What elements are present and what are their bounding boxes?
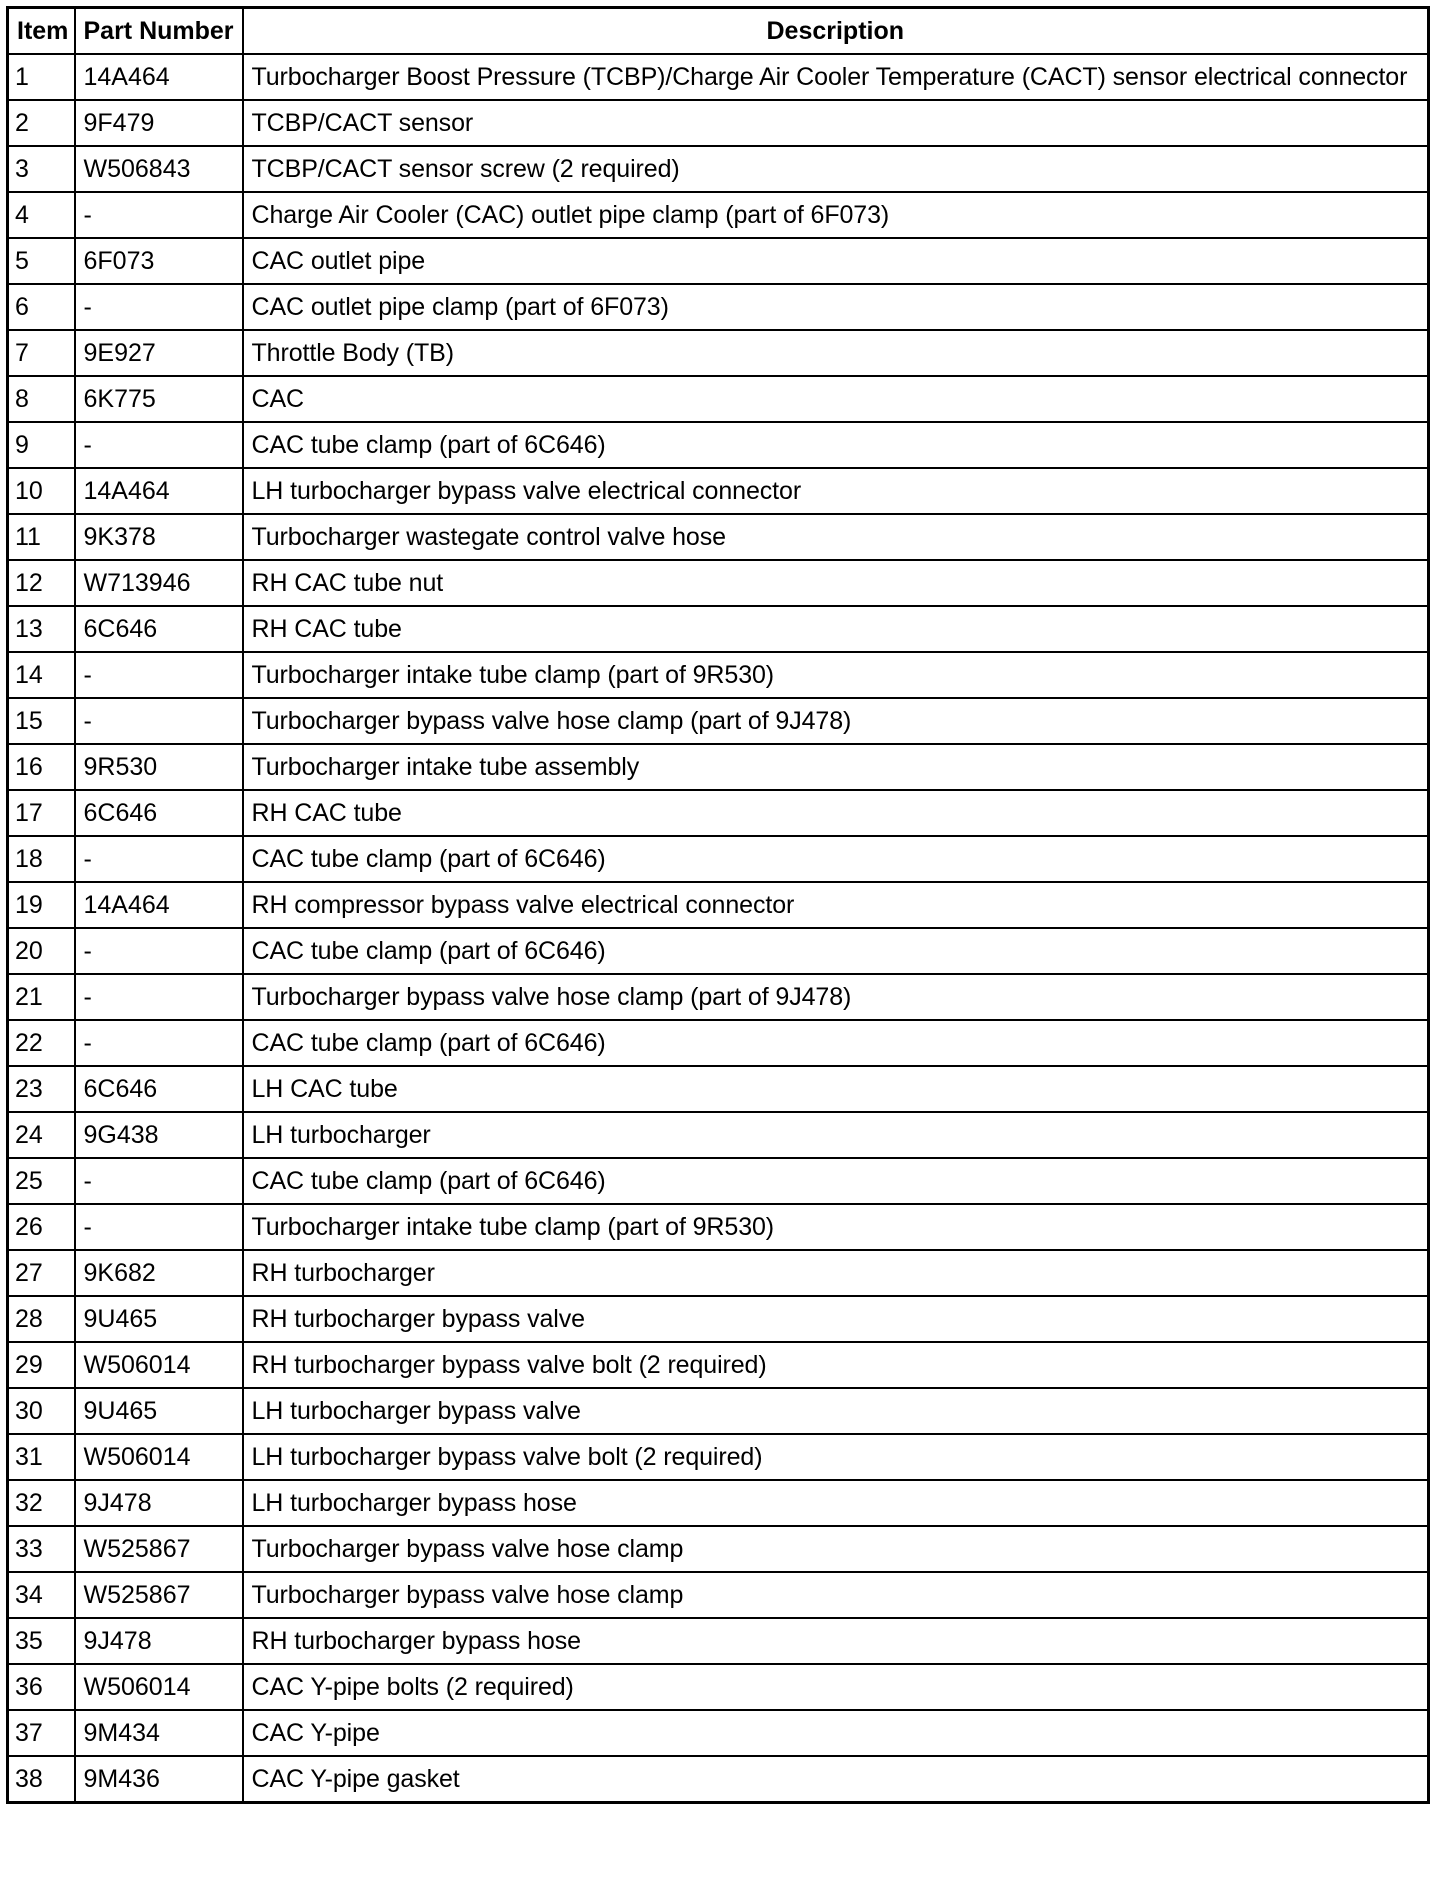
part-number-cell: 6F073 <box>75 238 243 284</box>
item-cell: 32 <box>8 1480 75 1526</box>
description-cell: CAC tube clamp (part of 6C646) <box>243 1158 1429 1204</box>
item-cell: 31 <box>8 1434 75 1480</box>
table-row <box>8 1434 1429 1480</box>
part-number-cell: 6C646 <box>75 790 243 836</box>
table-row <box>8 652 1429 698</box>
item-cell: 11 <box>8 514 75 560</box>
table-row <box>8 1664 1429 1710</box>
item-cell: 19 <box>8 882 75 928</box>
part-number-cell: 9U465 <box>75 1296 243 1342</box>
part-number-cell: 9K378 <box>75 514 243 560</box>
part-number-cell: - <box>75 1020 243 1066</box>
table-row <box>8 836 1429 882</box>
table-row <box>8 560 1429 606</box>
item-cell: 9 <box>8 422 75 468</box>
part-number-cell: - <box>75 1204 243 1250</box>
part-number-cell: 9R530 <box>75 744 243 790</box>
table-row <box>8 1618 1429 1664</box>
part-number-cell: 9J478 <box>75 1618 243 1664</box>
table-row <box>8 1158 1429 1204</box>
table-row <box>8 376 1429 422</box>
part-number-cell: 9M434 <box>75 1710 243 1756</box>
part-number-cell: - <box>75 836 243 882</box>
description-cell: LH turbocharger bypass hose <box>243 1480 1429 1526</box>
part-number-cell: 14A464 <box>75 54 243 100</box>
table-body <box>8 54 1429 1803</box>
description-cell: CAC tube clamp (part of 6C646) <box>243 928 1429 974</box>
item-cell: 35 <box>8 1618 75 1664</box>
table-row <box>8 1572 1429 1618</box>
description-cell: RH CAC tube <box>243 790 1429 836</box>
table-row <box>8 1342 1429 1388</box>
description-cell: Turbocharger intake tube assembly <box>243 744 1429 790</box>
item-cell: 28 <box>8 1296 75 1342</box>
table-header <box>8 8 1429 55</box>
part-number-cell: - <box>75 1158 243 1204</box>
part-number-cell: W506014 <box>75 1434 243 1480</box>
item-cell: 4 <box>8 192 75 238</box>
part-number-cell: - <box>75 422 243 468</box>
part-number-cell: 9J478 <box>75 1480 243 1526</box>
item-cell: 10 <box>8 468 75 514</box>
item-cell: 30 <box>8 1388 75 1434</box>
part-number-cell: 14A464 <box>75 468 243 514</box>
description-cell: CAC tube clamp (part of 6C646) <box>243 836 1429 882</box>
item-cell: 6 <box>8 284 75 330</box>
part-number-cell: - <box>75 698 243 744</box>
description-cell: CAC outlet pipe clamp (part of 6F073) <box>243 284 1429 330</box>
table-row <box>8 1526 1429 1572</box>
item-cell: 12 <box>8 560 75 606</box>
description-cell: Turbocharger wastegate control valve hose <box>243 514 1429 560</box>
description-cell: Turbocharger bypass valve hose clamp <box>243 1572 1429 1618</box>
item-cell: 29 <box>8 1342 75 1388</box>
item-cell: 36 <box>8 1664 75 1710</box>
description-cell: TCBP/CACT sensor <box>243 100 1429 146</box>
table-row <box>8 468 1429 514</box>
table-row <box>8 238 1429 284</box>
table-row <box>8 100 1429 146</box>
table-row <box>8 514 1429 560</box>
part-number-cell: W506843 <box>75 146 243 192</box>
description-cell: LH turbocharger bypass valve bolt (2 required) <box>243 1434 1429 1480</box>
table-row <box>8 1066 1429 1112</box>
item-cell: 27 <box>8 1250 75 1296</box>
description-cell: RH turbocharger bypass valve <box>243 1296 1429 1342</box>
item-cell: 5 <box>8 238 75 284</box>
description-cell: CAC Y-pipe bolts (2 required) <box>243 1664 1429 1710</box>
table-row <box>8 1250 1429 1296</box>
description-cell: CAC tube clamp (part of 6C646) <box>243 422 1429 468</box>
description-cell: CAC outlet pipe <box>243 238 1429 284</box>
table-row <box>8 54 1429 100</box>
item-cell: 8 <box>8 376 75 422</box>
item-cell: 1 <box>8 54 75 100</box>
description-cell: LH turbocharger <box>243 1112 1429 1158</box>
description-cell: Turbocharger bypass valve hose clamp (part of 9J478) <box>243 698 1429 744</box>
item-cell: 38 <box>8 1756 75 1803</box>
part-number-cell: W506014 <box>75 1342 243 1388</box>
table-row <box>8 974 1429 1020</box>
description-cell: Turbocharger intake tube clamp (part of 9R530) <box>243 1204 1429 1250</box>
description-cell: LH CAC tube <box>243 1066 1429 1112</box>
table-row <box>8 192 1429 238</box>
table-row <box>8 422 1429 468</box>
part-number-cell: - <box>75 652 243 698</box>
column-header-part-number: Part Number <box>75 8 243 55</box>
part-number-cell: W525867 <box>75 1572 243 1618</box>
table-row <box>8 744 1429 790</box>
header-row <box>8 8 1429 55</box>
part-number-cell: 6K775 <box>75 376 243 422</box>
item-cell: 22 <box>8 1020 75 1066</box>
table-row <box>8 1020 1429 1066</box>
item-cell: 14 <box>8 652 75 698</box>
part-number-cell: - <box>75 928 243 974</box>
part-number-cell: - <box>75 192 243 238</box>
item-cell: 15 <box>8 698 75 744</box>
item-cell: 17 <box>8 790 75 836</box>
description-cell: Throttle Body (TB) <box>243 330 1429 376</box>
item-cell: 33 <box>8 1526 75 1572</box>
table-row <box>8 790 1429 836</box>
description-cell: RH compressor bypass valve electrical connector <box>243 882 1429 928</box>
part-number-cell: 9G438 <box>75 1112 243 1158</box>
part-number-cell: 9U465 <box>75 1388 243 1434</box>
item-cell: 18 <box>8 836 75 882</box>
column-header-item: Item <box>8 8 75 55</box>
table-row <box>8 928 1429 974</box>
description-cell: CAC tube clamp (part of 6C646) <box>243 1020 1429 1066</box>
item-cell: 2 <box>8 100 75 146</box>
description-cell: RH turbocharger bypass valve bolt (2 required) <box>243 1342 1429 1388</box>
description-cell: CAC <box>243 376 1429 422</box>
table-row <box>8 1756 1429 1803</box>
item-cell: 24 <box>8 1112 75 1158</box>
item-cell: 34 <box>8 1572 75 1618</box>
part-number-cell: - <box>75 974 243 1020</box>
part-number-cell: W525867 <box>75 1526 243 1572</box>
part-number-cell: - <box>75 284 243 330</box>
table-row <box>8 1112 1429 1158</box>
description-cell: Turbocharger Boost Pressure (TCBP)/Charge Air Cooler Temperature (CACT) sensor electrical connector <box>243 54 1429 100</box>
part-number-cell: W506014 <box>75 1664 243 1710</box>
table-row <box>8 284 1429 330</box>
part-number-cell: 9M436 <box>75 1756 243 1803</box>
table-row <box>8 1388 1429 1434</box>
description-cell: LH turbocharger bypass valve electrical connector <box>243 468 1429 514</box>
item-cell: 7 <box>8 330 75 376</box>
description-cell: RH turbocharger bypass hose <box>243 1618 1429 1664</box>
part-number-cell: 9K682 <box>75 1250 243 1296</box>
item-cell: 37 <box>8 1710 75 1756</box>
description-cell: Turbocharger bypass valve hose clamp (part of 9J478) <box>243 974 1429 1020</box>
description-cell: CAC Y-pipe gasket <box>243 1756 1429 1803</box>
item-cell: 13 <box>8 606 75 652</box>
description-cell: Turbocharger bypass valve hose clamp <box>243 1526 1429 1572</box>
part-number-cell: 6C646 <box>75 1066 243 1112</box>
table-row <box>8 330 1429 376</box>
description-cell: Turbocharger intake tube clamp (part of 9R530) <box>243 652 1429 698</box>
table-row <box>8 606 1429 652</box>
table-row <box>8 1296 1429 1342</box>
parts-table <box>6 6 1430 1804</box>
part-number-cell: W713946 <box>75 560 243 606</box>
item-cell: 20 <box>8 928 75 974</box>
description-cell: RH CAC tube nut <box>243 560 1429 606</box>
item-cell: 26 <box>8 1204 75 1250</box>
item-cell: 25 <box>8 1158 75 1204</box>
part-number-cell: 6C646 <box>75 606 243 652</box>
description-cell: LH turbocharger bypass valve <box>243 1388 1429 1434</box>
table-row <box>8 146 1429 192</box>
column-header-description: Description <box>243 8 1429 55</box>
item-cell: 16 <box>8 744 75 790</box>
item-cell: 3 <box>8 146 75 192</box>
part-number-cell: 14A464 <box>75 882 243 928</box>
item-cell: 21 <box>8 974 75 1020</box>
table-row <box>8 698 1429 744</box>
table-row <box>8 1204 1429 1250</box>
description-cell: RH turbocharger <box>243 1250 1429 1296</box>
description-cell: RH CAC tube <box>243 606 1429 652</box>
description-cell: Charge Air Cooler (CAC) outlet pipe clamp (part of 6F073) <box>243 192 1429 238</box>
table-row <box>8 882 1429 928</box>
table-row <box>8 1480 1429 1526</box>
item-cell: 23 <box>8 1066 75 1112</box>
description-cell: TCBP/CACT sensor screw (2 required) <box>243 146 1429 192</box>
part-number-cell: 9F479 <box>75 100 243 146</box>
table-row <box>8 1710 1429 1756</box>
part-number-cell: 9E927 <box>75 330 243 376</box>
description-cell: CAC Y-pipe <box>243 1710 1429 1756</box>
